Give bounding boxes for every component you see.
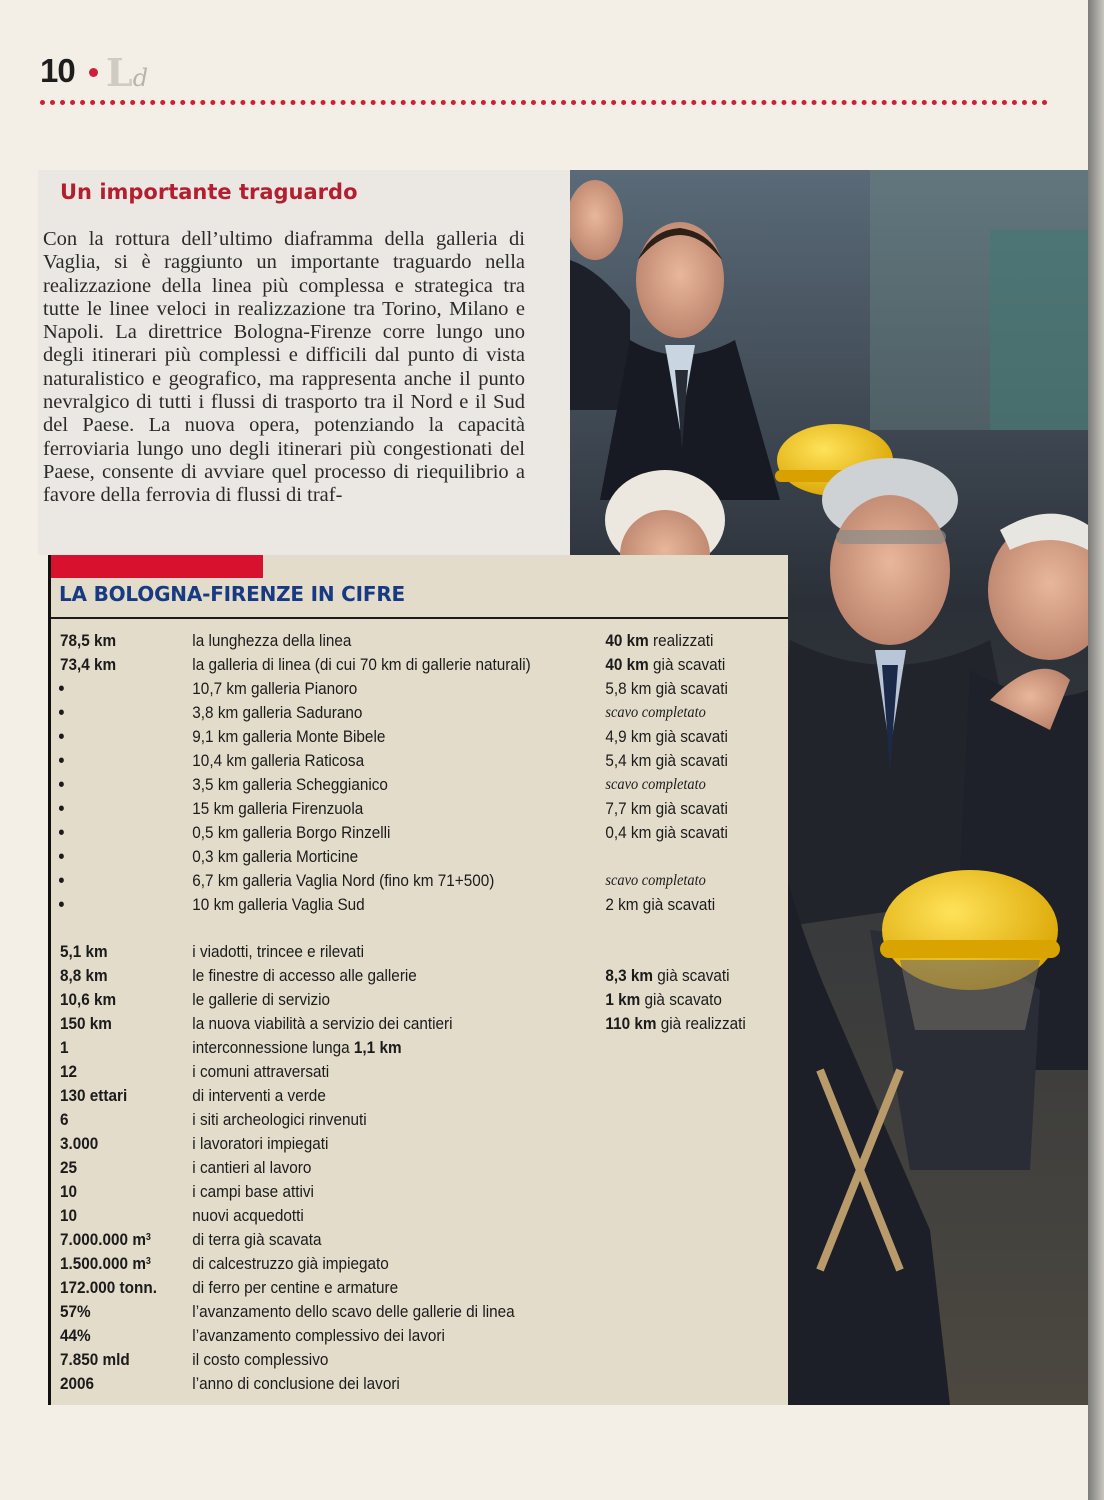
stat-value bbox=[60, 1252, 151, 1276]
folio-bullet-dot bbox=[89, 68, 98, 77]
stats-row bbox=[51, 1204, 714, 1228]
stats-row bbox=[51, 940, 714, 964]
unit-superscript: 3 bbox=[145, 1256, 151, 1267]
stat-value: 1 bbox=[60, 1038, 69, 1057]
stat-status-number: 1 km bbox=[605, 990, 641, 1009]
stat-description: i lavoratori impiegati bbox=[192, 1134, 329, 1153]
stats-row bbox=[51, 1348, 714, 1372]
stat-description-bold: 1,1 km bbox=[353, 1038, 402, 1057]
stat-description: di ferro per centine e armature bbox=[192, 1278, 399, 1297]
tunnel-row bbox=[51, 677, 728, 701]
tunnel-description: 9,1 km galleria Monte Bibele bbox=[192, 727, 386, 746]
stat-status bbox=[605, 1012, 745, 1036]
page-gutter-shadow bbox=[1088, 0, 1104, 1500]
stat-description: la lunghezza della linea bbox=[192, 631, 352, 650]
header-dotted-rule bbox=[40, 100, 1048, 105]
stat-status-text: già scavati bbox=[648, 655, 726, 674]
stat-description: la galleria di linea (di cui 70 km di gallerie naturali) bbox=[192, 655, 531, 674]
stat-value: 10,6 km bbox=[60, 990, 117, 1009]
stat-value: 10 bbox=[60, 1206, 78, 1225]
bullet-icon: • bbox=[58, 774, 65, 796]
stat-status-number: 110 km bbox=[605, 1014, 657, 1033]
stat-status bbox=[605, 629, 713, 653]
stats-row bbox=[51, 1132, 714, 1156]
page-number: 10 bbox=[40, 52, 75, 89]
stat-description: l’anno di conclusione dei lavori bbox=[192, 1374, 400, 1393]
stat-status-text: già realizzati bbox=[656, 1014, 746, 1033]
stat-value: 12 bbox=[60, 1062, 78, 1081]
tunnel-row bbox=[51, 749, 728, 773]
tunnel-status: scavo completato bbox=[605, 776, 706, 793]
bullet-icon: • bbox=[58, 678, 65, 700]
tunnel-description: 3,5 km galleria Scheggianico bbox=[192, 775, 388, 794]
stats-row bbox=[51, 1228, 714, 1252]
tunnel-status: 7,7 km già scavati bbox=[605, 799, 728, 818]
stat-value-number: 7.000.000 m bbox=[60, 1230, 146, 1249]
stat-description: l’avanzamento complessivo dei lavori bbox=[192, 1326, 445, 1345]
stats-row bbox=[51, 1156, 714, 1180]
logo-main: L bbox=[106, 50, 133, 95]
stats-row bbox=[51, 1372, 714, 1396]
stat-description: i viadotti, trincee e rilevati bbox=[192, 942, 365, 961]
tunnel-row bbox=[51, 725, 728, 749]
stat-value: 2006 bbox=[60, 1374, 95, 1393]
stat-value bbox=[60, 1228, 151, 1252]
stat-description: i campi base attivi bbox=[192, 1182, 314, 1201]
stats-row bbox=[51, 1324, 714, 1348]
stat-value: 5,1 km bbox=[60, 942, 108, 961]
stat-value: 78,5 km bbox=[60, 631, 117, 650]
stat-value: 172.000 tonn. bbox=[60, 1278, 157, 1297]
stat-value-number: 1.500.000 m bbox=[60, 1254, 146, 1273]
stat-value: 130 ettari bbox=[60, 1086, 128, 1105]
stat-description: i siti archeologici rinvenuti bbox=[192, 1110, 367, 1129]
stats-title: LA BOLOGNA-FIRENZE IN CIFRE bbox=[59, 582, 406, 606]
stats-row bbox=[51, 1012, 746, 1036]
tunnel-description: 0,5 km galleria Borgo Rinzelli bbox=[192, 823, 391, 842]
tunnel-description: 15 km galleria Firenzuola bbox=[192, 799, 364, 818]
stat-status-text: già scavati bbox=[653, 966, 730, 985]
stat-value: 6 bbox=[60, 1110, 69, 1129]
stat-status-text: già scavato bbox=[640, 990, 722, 1009]
stat-description: le gallerie di servizio bbox=[192, 990, 331, 1009]
stat-status bbox=[605, 653, 725, 677]
stat-description: nuovi acquedotti bbox=[192, 1206, 304, 1225]
stats-row bbox=[51, 1252, 714, 1276]
tunnel-row bbox=[51, 893, 714, 917]
stat-value: 10 bbox=[60, 1182, 78, 1201]
tunnel-status: scavo completato bbox=[605, 704, 706, 721]
stat-description bbox=[192, 1036, 401, 1060]
bullet-icon: • bbox=[58, 846, 65, 868]
stats-row bbox=[51, 1084, 714, 1108]
stat-description: i comuni attraversati bbox=[192, 1062, 330, 1081]
tunnel-description: 6,7 km galleria Vaglia Nord (fino km 71+500) bbox=[192, 871, 495, 890]
stat-status-number: 8,3 km bbox=[605, 966, 654, 985]
stats-row bbox=[51, 1276, 714, 1300]
tunnel-description: 10,7 km galleria Pianoro bbox=[192, 679, 358, 698]
stats-row bbox=[51, 1108, 714, 1132]
tunnel-row bbox=[51, 701, 714, 725]
tunnel-status: 4,9 km già scavati bbox=[605, 727, 728, 746]
tunnel-description: 10,4 km galleria Raticosa bbox=[192, 751, 365, 770]
stat-description: di interventi a verde bbox=[192, 1086, 326, 1105]
stats-row bbox=[51, 1060, 714, 1084]
stat-description: i cantieri al lavoro bbox=[192, 1158, 312, 1177]
stat-description: di terra già scavata bbox=[192, 1230, 322, 1249]
tunnel-row bbox=[51, 821, 728, 845]
stat-value: 3.000 bbox=[60, 1134, 99, 1153]
stat-description: la nuova viabilità a servizio dei cantieri bbox=[192, 1014, 453, 1033]
stat-description: l’avanzamento dello scavo delle gallerie di linea bbox=[192, 1302, 515, 1321]
article-title: Un importante traguardo bbox=[60, 180, 358, 204]
tunnel-row bbox=[51, 797, 728, 821]
stats-row bbox=[51, 629, 714, 653]
bullet-icon: • bbox=[58, 798, 65, 820]
bullet-icon: • bbox=[58, 750, 65, 772]
bullet-icon: • bbox=[58, 894, 65, 916]
tunnel-status: 5,8 km già scavati bbox=[605, 679, 728, 698]
tunnel-description: 3,8 km galleria Sadurano bbox=[192, 703, 363, 722]
article-body: Con la rottura dell’ultimo diaframma della galleria di Vaglia, si è raggiunto un importante traguardo nella realizzazione della linea più complessa e strategica tra tutte le linee veloci in realizzazione tra Torino, Milano e Napoli. La direttrice Bologna-Firenze corre lungo uno degli itinerari più complessi e difficili dal punto di vista naturalistico e geografico, ma rappresenta anche il punto nevralgico di tutti i flussi di trasporto tra il Nord e il Sud del Paese. La nuova opera, potenziando la capacità ferroviaria lungo uno degli itinerari più congestionati del Paese, consente di avviare quel processo di riequilibrio a favore della ferrovia di flussi di traf- bbox=[43, 228, 525, 507]
stat-value: 150 km bbox=[60, 1014, 112, 1033]
tunnel-status: 5,4 km già scavati bbox=[605, 751, 728, 770]
tunnel-row bbox=[51, 869, 714, 893]
bullet-icon: • bbox=[58, 822, 65, 844]
stat-value: 8,8 km bbox=[60, 966, 108, 985]
bullet-icon: • bbox=[58, 702, 65, 724]
stats-row bbox=[51, 1180, 714, 1204]
stats-row bbox=[51, 964, 730, 988]
stat-status-text: realizzati bbox=[648, 631, 714, 650]
stat-value: 44% bbox=[60, 1326, 91, 1345]
unit-superscript: 3 bbox=[145, 1232, 151, 1243]
logo-sub: d bbox=[132, 64, 149, 92]
tunnel-description: 10 km galleria Vaglia Sud bbox=[192, 895, 365, 914]
tunnel-status: 2 km già scavati bbox=[605, 895, 716, 914]
stat-description: il costo complessivo bbox=[192, 1350, 329, 1369]
stats-box bbox=[48, 555, 788, 1405]
tunnel-row bbox=[51, 845, 714, 869]
stat-status bbox=[605, 988, 722, 1012]
stat-description: di calcestruzzo già impiegato bbox=[192, 1254, 389, 1273]
magazine-logo bbox=[106, 50, 148, 95]
stat-value: 7.850 mld bbox=[60, 1350, 130, 1369]
stats-row bbox=[51, 653, 726, 677]
bullet-icon: • bbox=[58, 726, 65, 748]
tunnel-status: scavo completato bbox=[605, 872, 706, 889]
stat-description-text: interconnessione lunga bbox=[192, 1038, 354, 1057]
stat-value: 73,4 km bbox=[60, 655, 117, 674]
stat-value: 57% bbox=[60, 1302, 91, 1321]
stats-row bbox=[51, 1300, 714, 1324]
stat-status bbox=[605, 964, 729, 988]
stats-list bbox=[51, 555, 788, 1405]
bullet-icon: • bbox=[58, 870, 65, 892]
stat-status-number: 40 km bbox=[605, 631, 649, 650]
stat-description: le finestre di accesso alle gallerie bbox=[192, 966, 417, 985]
stats-row bbox=[51, 1036, 714, 1060]
stat-status-number: 40 km bbox=[605, 655, 649, 674]
tunnel-status: 0,4 km già scavati bbox=[605, 823, 728, 842]
stats-row bbox=[51, 988, 722, 1012]
tunnel-description: 0,3 km galleria Morticine bbox=[192, 847, 359, 866]
stat-value: 25 bbox=[60, 1158, 78, 1177]
tunnel-row bbox=[51, 773, 714, 797]
